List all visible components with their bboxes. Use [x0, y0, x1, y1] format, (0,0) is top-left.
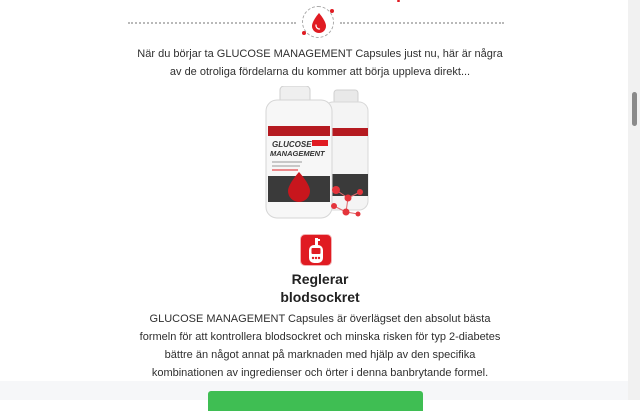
dotted-divider-right	[340, 22, 504, 24]
svg-text:MANAGEMENT: MANAGEMENT	[270, 149, 325, 158]
decorative-dot	[330, 9, 334, 13]
intro-text	[120, 45, 520, 81]
feature-body-line: formeln för att kontrollera blodsockret och minska risken för typ 2-diabetes	[139, 331, 501, 343]
glucose-meter-icon	[307, 238, 325, 264]
order-button[interactable]	[208, 391, 423, 411]
feature-description	[120, 310, 520, 382]
feature-title-line: blodsockret	[280, 289, 360, 305]
product-bottles-image	[262, 86, 372, 222]
feature-title-line: Reglerar	[291, 271, 349, 287]
feature-body-line: bättre än något annat på marknaden med hjälp av den specifika	[164, 349, 476, 361]
scrollbar[interactable]	[628, 0, 640, 400]
svg-text:GLUCOSE: GLUCOSE	[272, 140, 312, 149]
intro-line: När du börjar ta GLUCOSE MANAGEMENT Capsules just nu, här är några	[137, 48, 503, 60]
dotted-divider-left	[128, 22, 296, 24]
intro-line: av de otroliga fördelarna du kommer att börja uppleva direkt...	[169, 66, 471, 78]
decorative-dot	[302, 31, 306, 35]
feature-title	[220, 270, 420, 306]
glucose-meter-icon-badge	[300, 234, 332, 266]
scrollbar-thumb[interactable]	[632, 92, 637, 126]
feature-body-line: GLUCOSE MANAGEMENT Capsules är överlägset den absolut bästa	[149, 313, 491, 325]
blood-drop-badge	[302, 6, 334, 38]
blood-drop-icon	[310, 12, 328, 34]
decorative-dot	[397, 0, 400, 2]
feature-body-line: kombinationen av ingredienser och örter i denna banbrytande formel.	[151, 367, 489, 379]
product-image	[262, 86, 372, 222]
